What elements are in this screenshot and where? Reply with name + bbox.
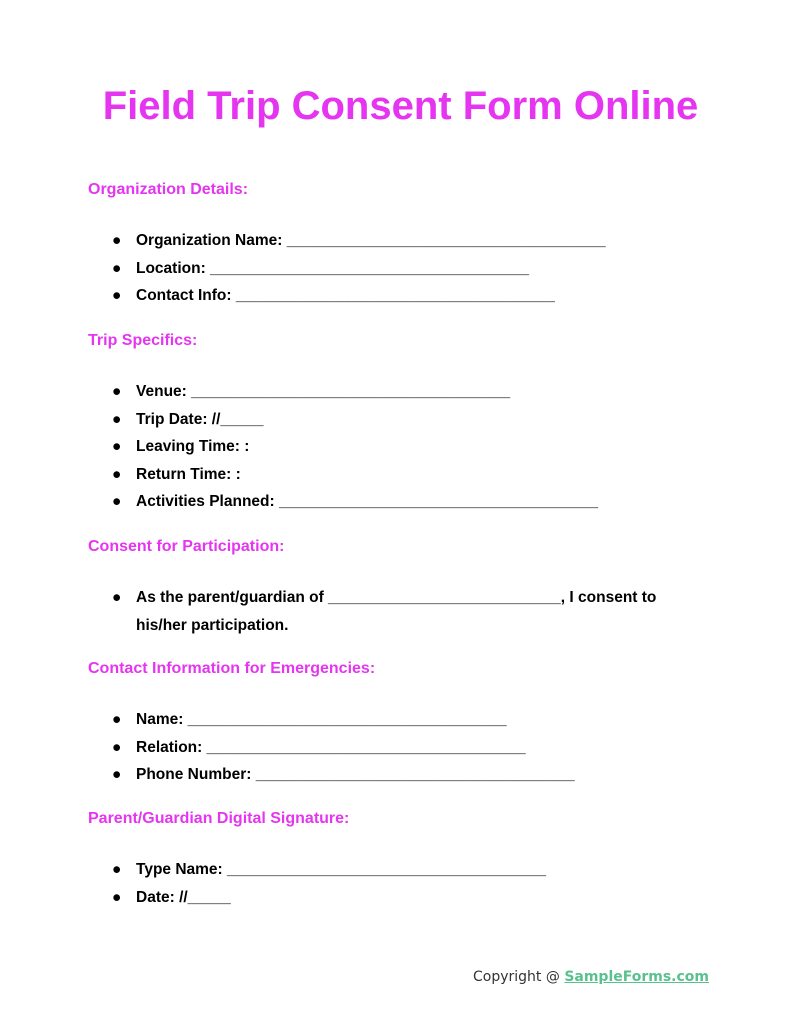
- section-heading: Consent for Participation:: [88, 538, 285, 555]
- bullet-icon: ●: [112, 438, 122, 455]
- list-item: ● Organization Name: _____________________________________: [88, 227, 728, 255]
- footer-copyright: Copyright @ SampleForms.com: [473, 969, 710, 985]
- bullet-icon: ●: [112, 888, 122, 906]
- list-item: ● Date: //_____: [88, 884, 728, 912]
- list-item: ● Location: _____________________________________: [88, 255, 728, 283]
- list-item: ● Activities Planned: _____________________________________: [88, 488, 728, 516]
- bullet-icon: ●: [112, 259, 122, 277]
- list-item: ● Name: _____________________________________: [88, 706, 728, 734]
- list-item: ● Relation: _____________________________________: [88, 734, 728, 762]
- section-consent: [88, 538, 728, 639]
- page-title: Field Trip Consent Form Online: [102, 84, 699, 128]
- list-item: ● As the parent/guardian of ___________________________, I consent to his/her participation.: [88, 584, 676, 639]
- bullet-icon: ●: [112, 410, 122, 428]
- list-item: ● Trip Date: //_____: [88, 406, 728, 434]
- list-item: ● Type Name: _____________________________________: [88, 856, 728, 884]
- sampleforms-link[interactable]: SampleForms.com: [564, 969, 710, 985]
- bullet-icon: ●: [112, 493, 122, 510]
- list-item: ● Leaving Time: :: [88, 433, 728, 461]
- bullet-icon: ●: [112, 589, 122, 606]
- bullet-icon: ●: [112, 766, 122, 783]
- section-heading: Contact Information for Emergencies:: [88, 660, 376, 677]
- list-item: ● Return Time: :: [88, 461, 728, 489]
- section-signature: [88, 810, 728, 911]
- bullet-icon: ●: [112, 465, 122, 483]
- bullet-icon: ●: [112, 711, 122, 728]
- section-heading: Trip Specifics:: [88, 332, 198, 349]
- bullet-icon: ●: [112, 738, 122, 756]
- bullet-icon: ●: [112, 861, 122, 878]
- section-trip-specifics: [88, 332, 728, 516]
- bullet-icon: ●: [112, 232, 122, 249]
- bullet-icon: ●: [112, 383, 122, 400]
- section-heading: Parent/Guardian Digital Signature:: [88, 810, 350, 827]
- section-emergency-contact: [88, 660, 728, 789]
- list-item: ● Contact Info: _____________________________________: [88, 282, 728, 310]
- section-organization-details: [88, 181, 728, 310]
- list-item: ● Phone Number: _____________________________________: [88, 761, 728, 789]
- bullet-icon: ●: [112, 287, 122, 304]
- list-item: ● Venue: _____________________________________: [88, 378, 728, 406]
- section-heading: Organization Details:: [88, 181, 249, 198]
